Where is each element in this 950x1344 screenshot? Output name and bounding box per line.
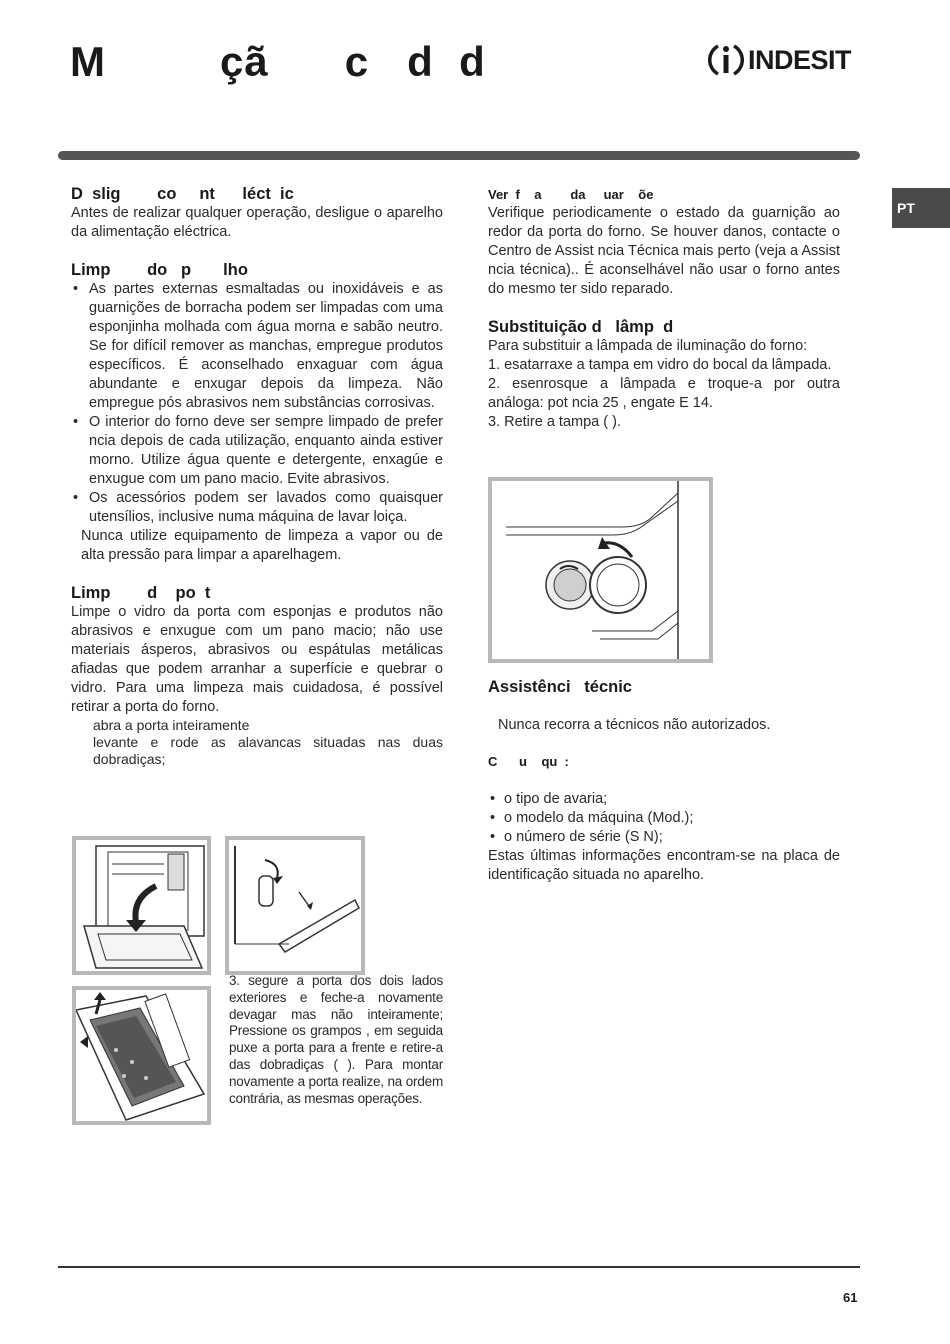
right-column [488,186,840,432]
lamp-replacement-figure [488,477,713,663]
list-item: • o número de série (S N); [488,828,840,847]
step-text: 1. esatarraxe a tampa em vidro do bocal da lâmpada. [488,357,832,373]
warning-note: Nunca recorra a técnicos não autorizados. [498,717,771,733]
door-removal-figure [72,986,211,1125]
header-divider [58,151,860,160]
assistance-section [488,677,840,885]
indesit-logo [708,40,851,80]
language-tab: PT [892,188,950,228]
list-item: • O interior do forno deve ser sempre limpado de prefer ncia depois de cada utilização, enquanto ainda estiver morno. Utilize água quente e detergente, enxagúe e enxugue com um pano macio. Evite abrasivos. [71,413,443,489]
section-heading: Limp d po t [71,584,211,602]
section-text: Verifique periodicamente o estado da guarnição ao redor da porta do forno. Se houver danos, contacte o Centro de Assist ncia Técnica mais perto (veja a Assist ncia técnica).. É aconselhável não usar o forno antes do mesmo ter sido reparado. [488,205,840,297]
brand-name: INDESIT [748,44,852,75]
bullet-list [71,280,443,527]
bullet-list [488,790,840,847]
section-text: Estas últimas informações encontram-se na placa de identificação situada no aparelho. [488,848,840,883]
section-heading: Ver f a da uar õe [488,187,654,202]
oven-door-open-figure [72,836,211,975]
page-number: 61 [843,1290,858,1305]
step-text: 2. esenrosque a lâmpada e troque-a por outra análoga: pot ncia 25 , engate E 14. [488,376,840,411]
list-item: • As partes externas esmaltadas ou inoxidáveis e as guarnições de borracha podem ser limpadas com uma esponjinha molhada com água morna e sabão neutro. Se for difícil remover as manchas, empregue produtos específicos. É aconselhado enxaguar com água abundante e enxugar depois da limpeza. Não empregue pós abrasivos nem substâncias corrosivas. [71,280,443,413]
figure-caption: 3. segure a porta dos dois lados exteriores e feche-a novamente devagar mas não inteiramente; Pressione os grampos , em seguida puxe a porta para a frente e retire-a das dobradiças ( ). Para montar novamente a porta realize, na ordem contrária, as mesmas operações. [229,973,443,1106]
subheading: C u qu : [488,754,569,769]
footer-divider [58,1266,860,1268]
section-text: Antes de realizar qualquer operação, desligue o aparelho da alimentação eléctrica. [71,205,443,240]
section-heading: Assistênci técnic [488,678,632,696]
section-heading: D slig co nt léct ic [71,185,294,203]
warning-note: Nunca utilize equipamento de limpeza a vapor ou de alta pressão para limpar a aparelhagem. [81,528,443,563]
list-item: • o tipo de avaria; [488,790,840,809]
brand-mark-icon [708,40,744,80]
section-heading: Limp do p lho [71,261,248,279]
section-text: Limpe o vidro da porta com esponjas e produtos não abrasivos e enxugue com um pano macio; não use materiais ásperos, abrasivos ou espátulas metálicas afiadas que podem arranhar a superfície e quebrar o vidro. Para uma limpeza mais cuidadosa, é possível retirar a porta do forno. [71,604,443,715]
step-text: 3. Retire a tampa ( ). [488,414,621,430]
step-text: levante e rode as alavancas situadas nas duas dobradiças; [93,734,443,767]
list-item: • Os acessórios podem ser lavados como quaisquer utensílios, inclusive numa máquina de lavar loiça. [71,489,443,527]
hinge-lever-figure [225,836,365,975]
list-item: • o modelo da máquina (Mod.); [488,809,840,828]
step-text: abra a porta inteiramente [93,717,250,733]
page-title: M çã c d d [70,38,486,85]
section-heading: Substituição d lâmp d [488,318,674,336]
left-column [71,184,443,768]
section-text: Para substituir a lâmpada de iluminação do forno: [488,338,808,354]
